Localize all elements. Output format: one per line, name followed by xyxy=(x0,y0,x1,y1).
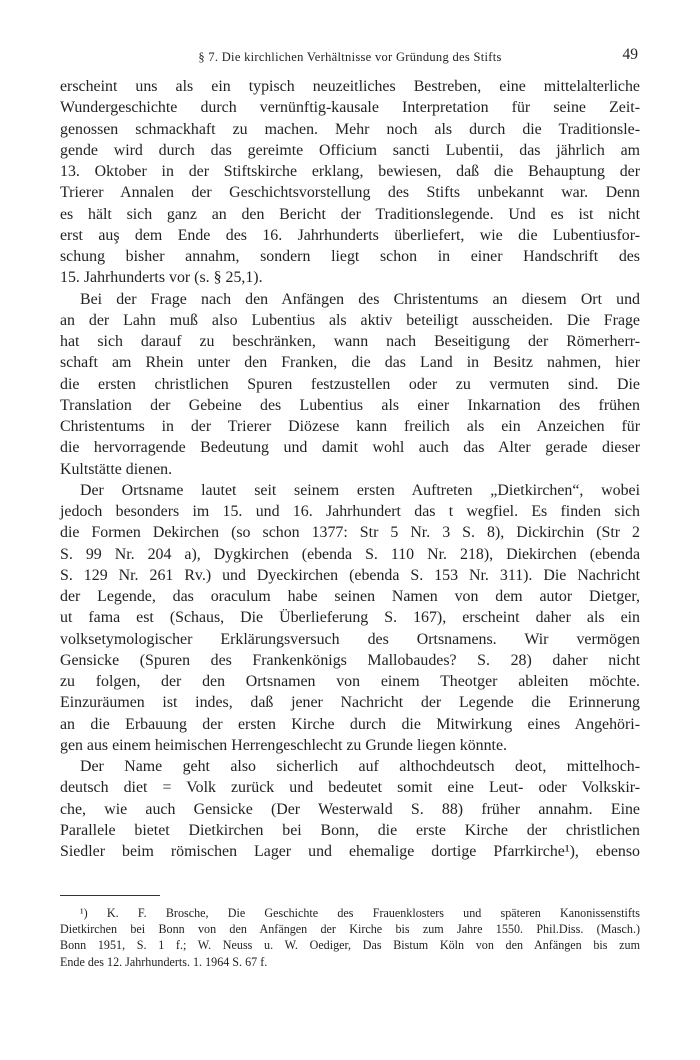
text-line: Der Ortsname lautet seit seinem ersten Auftreten „Dietkirchen“, wobei xyxy=(80,481,640,499)
text-line: 15. Jahrhunderts vor (s. § 25,1). xyxy=(60,269,263,287)
text-line: schung bisher annahm, sondern liegt schon in einer Handschrift des xyxy=(60,248,640,265)
text-line: schaft am Rhein unter den Franken, die das Land in Besitz nahmen, hier xyxy=(60,354,640,372)
text-line: zu folgen, der den Ortsnamen von einem Theotger ableiten möchte. xyxy=(60,673,640,690)
footnotes xyxy=(60,905,640,970)
footnote-line: Bonn 1951, S. 1 f.; W. Neuss u. W. Oediger, Das Bistum Köln von den Anfängen bis zum xyxy=(60,938,640,953)
text-line: Gensicke (Spuren des Frankenkönigs Mallobaudes? S. 28) daher nicht xyxy=(60,651,640,669)
body-text xyxy=(60,76,640,862)
text-line: Parallele bietet Dietkirchen bei Bonn, die erste Kirche der christlichen xyxy=(60,821,640,839)
text-line: der Legende, das oraculum habe seinen Namen von dem autor Dietger, xyxy=(60,588,640,605)
text-line: gende wird durch das gereimte Officium sancti Lubentii, das jährlich am xyxy=(60,141,640,159)
text-line: an die Erbauung der ersten Kirche durch die Mitwirkung eines Angehöri- xyxy=(60,715,640,733)
footnote-rule xyxy=(60,895,160,896)
running-title: § 7. Die kirchlichen Verhältnisse vor Gründung des Stifts xyxy=(198,50,502,64)
text-line: ut fama est (Schaus, Die Überlieferung S. 167), erscheint daher als ein xyxy=(60,609,640,627)
text-line: an der Lahn muß also Lubentius als aktiv beteiligt ausscheiden. Die Frage xyxy=(60,311,640,329)
text-line: Translation der Gebeine des Lubentius als einer Inkarnation des frühen xyxy=(60,396,640,414)
page-header xyxy=(60,48,640,68)
text-line: erscheint uns als ein typisch neuzeitliches Bestreben, eine mittelalterliche xyxy=(60,78,640,95)
text-line: Wundergeschichte durch vernünftig-kausale Interpretation für seine Zeit- xyxy=(60,99,640,117)
text-line: che, wie auch Gensicke (Der Westerwald S. 88) früher annahm. Eine xyxy=(60,800,640,818)
text-line: Bei der Frage nach den Anfängen des Christentums an diesem Ort und xyxy=(80,290,640,308)
text-line: jedoch besonders im 15. und 16. Jahrhundert das t wegfiel. Es finden sich xyxy=(60,503,640,520)
text-line: volksetymologischer Erklärungsversuch des Ortsnamens. Wir vermögen xyxy=(60,630,640,648)
page-number: 49 xyxy=(622,46,638,63)
text-line: genossen schmackhaft zu machen. Mehr noch als durch die Traditionsle- xyxy=(60,120,640,138)
text-line: S. 129 Nr. 261 Rv.) und Dyeckirchen (ebenda S. 153 Nr. 311). Die Nachricht xyxy=(60,566,640,584)
text-line: erst auş dem Ende des 16. Jahrhunderts überliefert, wie die Lubentiusfor- xyxy=(60,226,640,244)
text-line: hat sich darauf zu beschränken, wann nach Beseitigung der Römerherr- xyxy=(60,333,640,350)
text-line: Christentums in der Trierer Diözese kann freilich als ein Anzeichen für xyxy=(60,418,640,435)
text-line: Einzuräumen ist indes, daß jener Nachricht der Legende die Erinnerung xyxy=(60,694,640,712)
text-line: die ersten christlichen Spuren festzustellen oder zu vermuten sind. Die xyxy=(60,375,640,393)
text-line: die hervorragende Bedeutung und damit wohl auch das Alter gerade dieser xyxy=(60,439,640,457)
footnote-line: Ende des 12. Jahrhunderts. 1. 1964 S. 67 f. xyxy=(60,954,268,969)
text-line: Siedler beim römischen Lager und ehemalige dortige Pfarrkirche¹), ebenso xyxy=(60,843,640,860)
text-line: Der Name geht also sicherlich auf althochdeutsch deot, mittelhoch- xyxy=(80,758,640,775)
footnote-line: ¹) K. F. Brosche, Die Geschichte des Frauenklosters und späteren Kanonissenstifts xyxy=(80,906,640,920)
text-line: es hält sich ganz an den Bericht der Traditionslegende. Und es ist nicht xyxy=(60,205,640,223)
text-line: S. 99 Nr. 204 a), Dygkirchen (ebenda S. 110 Nr. 218), Diekirchen (ebenda xyxy=(60,545,640,563)
text-line: Kultstätte dienen. xyxy=(60,460,173,478)
text-line: deutsch diet = Volk zurück und bedeutet somit eine Leut- oder Volkskir- xyxy=(60,779,640,797)
footnote-line: Dietkirchen bei Bonn von den Anfängen der Kirche bis zum Jahre 1550. Phil.Diss. (Masch.) xyxy=(60,922,640,937)
text-line: die Formen Dekirchen (so schon 1377: Str 5 Nr. 3 S. 8), Dickirchin (Str 2 xyxy=(60,524,640,542)
text-line: 13. Oktober in der Stiftskirche erklang, bewiesen, daß die Behauptung der xyxy=(60,163,640,180)
text-line: gen aus einem heimischen Herrengeschlecht zu Grunde liegen könnte. xyxy=(60,736,507,754)
text-line: Trierer Annalen der Geschichtsvorstellung des Stifts unbekannt war. Denn xyxy=(60,184,640,202)
